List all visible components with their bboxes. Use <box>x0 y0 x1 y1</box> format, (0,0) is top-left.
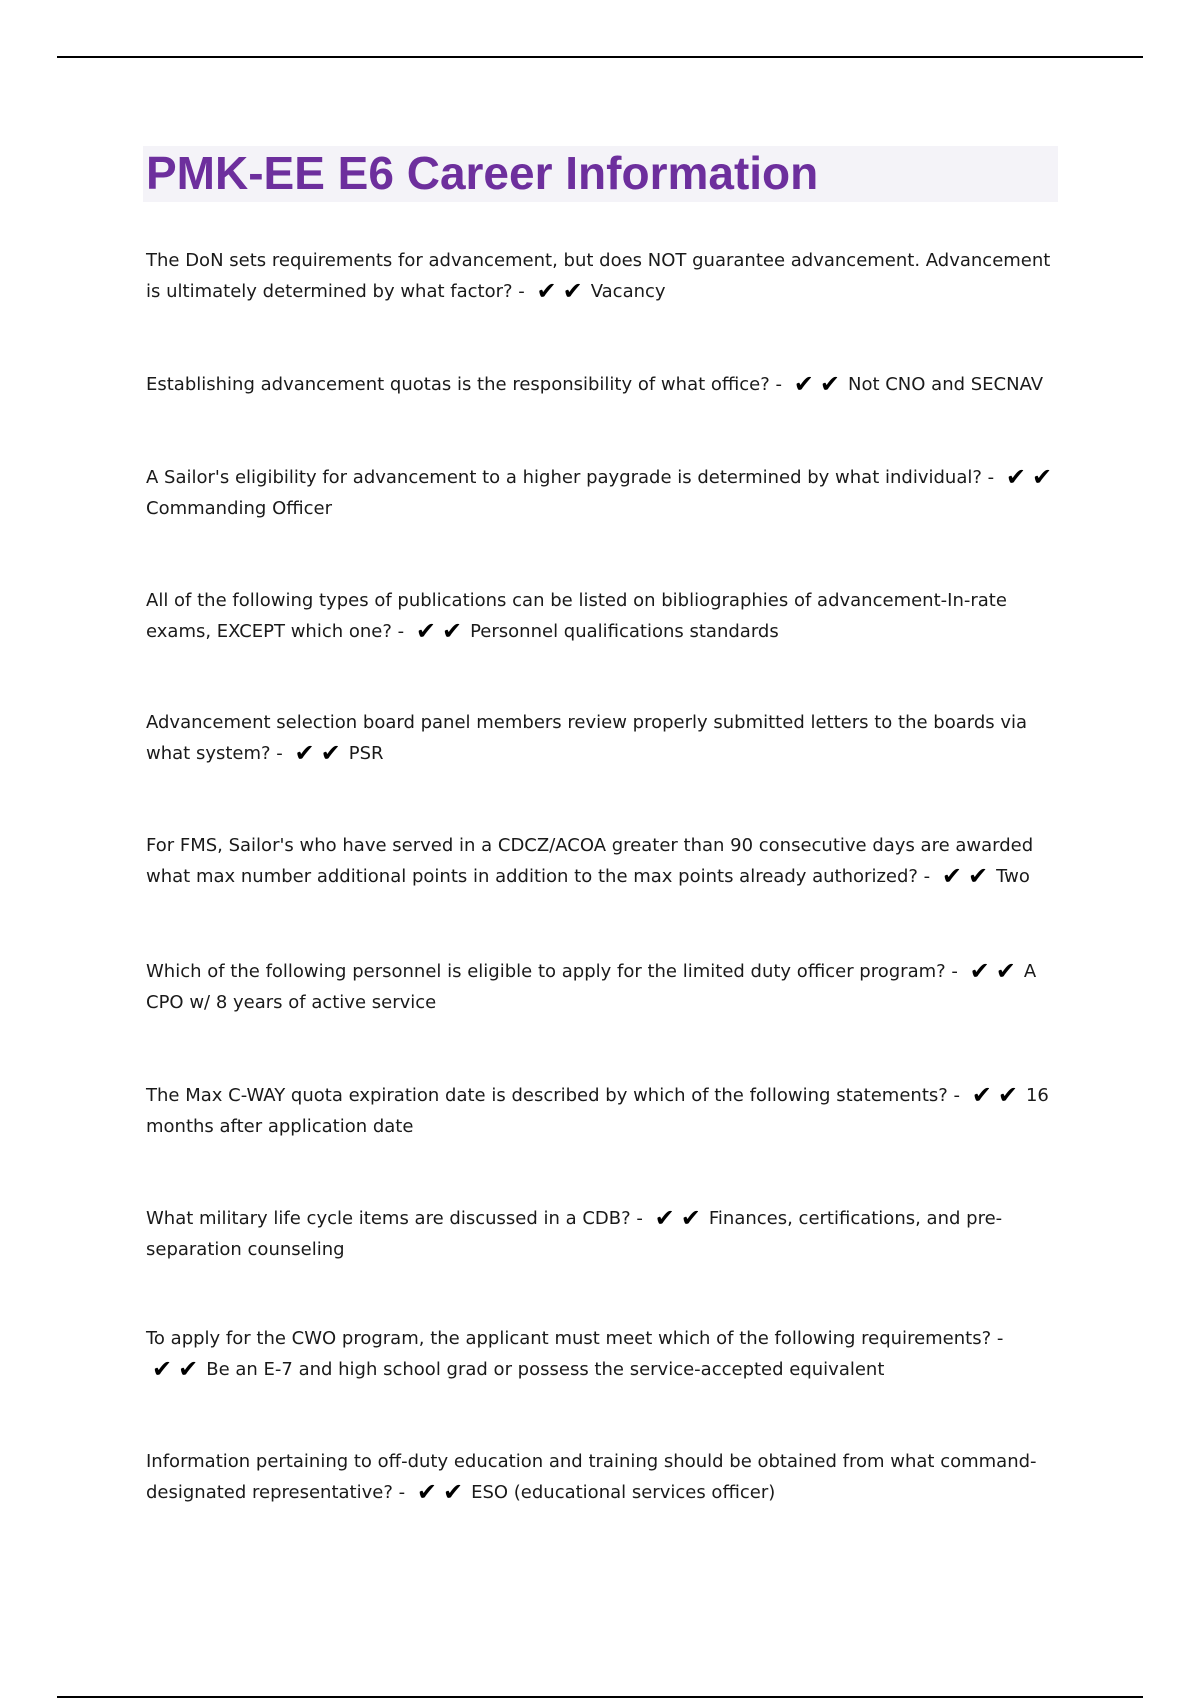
answer-text: PSR <box>348 743 384 764</box>
double-check-icon: ✔✔ <box>793 370 846 398</box>
question-text: For FMS, Sailor's who have served in a CDCZ/ACOA greater than 90 consecutive days are awarded what max number additional points in addition to the max points already authorized? <box>146 835 1034 887</box>
separator: - <box>981 467 1000 488</box>
separator: - <box>512 281 531 302</box>
qa-item-8 <box>146 1080 1061 1142</box>
separator: - <box>769 374 788 395</box>
separator: - <box>991 1328 1004 1349</box>
question-text: What military life cycle items are discussed in a CDB? <box>146 1208 631 1229</box>
qa-item-4 <box>146 585 1061 647</box>
bottom-divider <box>57 1696 1143 1698</box>
question-text: Advancement selection board panel members review properly submitted letters to the boards via what system? <box>146 712 1028 764</box>
question-text: Information pertaining to off-duty education and training should be obtained from what command-designated representative? <box>146 1451 1037 1503</box>
separator: - <box>947 1085 966 1106</box>
qa-item-5 <box>146 707 1061 769</box>
answer-text: Commanding Officer <box>146 498 333 519</box>
qa-item-11 <box>146 1446 1061 1508</box>
double-check-icon: ✔✔ <box>294 739 347 767</box>
double-check-icon: ✔✔ <box>415 617 469 645</box>
double-check-icon: ✔✔ <box>941 862 995 890</box>
separator: - <box>392 1482 411 1503</box>
page-title: PMK-EE E6 Career Information <box>146 147 819 199</box>
separator: - <box>391 621 410 642</box>
qa-item-7 <box>146 956 1061 1018</box>
question-text: All of the following types of publications can be listed on bibliographies of advancement-In-rate exams, EXCEPT which one? <box>146 590 1007 642</box>
separator: - <box>945 961 964 982</box>
separator: - <box>630 1208 649 1229</box>
qa-item-9 <box>146 1203 1061 1265</box>
qa-item-6 <box>146 830 1061 892</box>
question-text: The DoN sets requirements for advancement, but does NOT guarantee advancement. Advancement is ultimately determined by what factor? <box>146 250 1051 302</box>
question-text: Which of the following personnel is eligible to apply for the limited duty officer program? <box>146 961 946 982</box>
double-check-icon: ✔✔ <box>536 277 589 305</box>
answer-text: ESO (educational services officer) <box>471 1482 776 1503</box>
qa-item-2 <box>146 369 1061 400</box>
double-check-icon: ✔✔ <box>969 957 1022 985</box>
qa-item-3 <box>146 462 1061 524</box>
qa-item-10 <box>146 1323 1061 1385</box>
question-text: To apply for the CWO program, the applicant must meet which of the following requirements? <box>146 1328 992 1349</box>
answer-text: Two <box>996 866 1030 887</box>
double-check-icon: ✔✔ <box>416 1478 470 1506</box>
double-check-icon: ✔✔ <box>152 1355 205 1383</box>
question-text: Establishing advancement quotas is the responsibility of what office? <box>146 374 770 395</box>
qa-item-1 <box>146 245 1061 307</box>
answer-text: A CPO w/ 8 years of active service <box>146 961 1037 1013</box>
question-text: A Sailor's eligibility for advancement to a higher paygrade is determined by what individual? <box>146 467 982 488</box>
answer-text: Be an E-7 and high school grad or possess the service-accepted equivalent <box>206 1359 885 1380</box>
answer-text: Vacancy <box>590 281 666 302</box>
double-check-icon: ✔✔ <box>971 1081 1024 1109</box>
question-text: The Max C-WAY quota expiration date is described by which of the following statements? <box>146 1085 948 1106</box>
answer-text: Not CNO and SECNAV <box>847 374 1044 395</box>
answer-text: Personnel qualifications standards <box>470 621 779 642</box>
double-check-icon: ✔✔ <box>1005 463 1059 491</box>
separator: - <box>270 743 289 764</box>
answer-text: Finances, certifications, and pre-separation counseling <box>146 1208 1003 1260</box>
separator: - <box>917 866 936 887</box>
answer-text: 16 months after application date <box>146 1085 1049 1137</box>
top-divider <box>57 56 1143 58</box>
double-check-icon: ✔✔ <box>654 1204 707 1232</box>
